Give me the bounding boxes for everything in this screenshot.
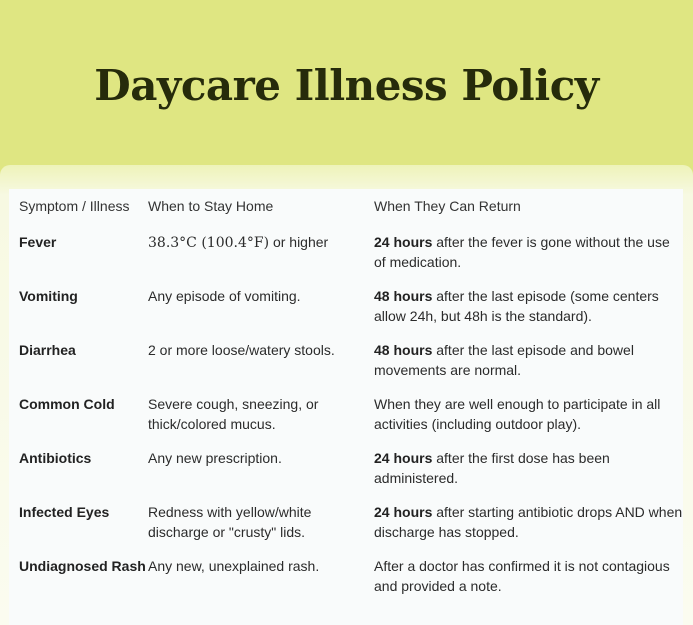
return-cell: 48 hours after the last episode and bowel movements are normal. xyxy=(374,342,634,378)
return-cell: 24 hours after the fever is gone without the use of medication. xyxy=(374,234,670,270)
header-return: When They Can Return xyxy=(374,198,521,214)
table-row xyxy=(9,502,683,556)
header xyxy=(0,0,693,165)
header-stay-home: When to Stay Home xyxy=(148,198,274,214)
stay-home-cell: Any new prescription. xyxy=(148,450,282,466)
policy-table xyxy=(9,189,683,610)
return-cell: 48 hours after the last episode (some centers allow 24h, but 48h is the standard). xyxy=(374,288,659,324)
stay-home-cell: 38.3°C (100.4°F) or higher xyxy=(148,234,329,251)
stay-home-cell: 2 or more loose/watery stools. xyxy=(148,342,335,358)
table-row xyxy=(9,394,683,448)
table-row xyxy=(9,340,683,394)
table-row xyxy=(9,232,683,286)
stay-home-cell: Redness with yellow/white discharge or "crusty" lids. xyxy=(148,504,312,540)
stay-home-cell: Any new, unexplained rash. xyxy=(148,558,320,574)
table-header-row xyxy=(9,189,683,232)
symptom-cell: Antibiotics xyxy=(19,450,92,466)
content-panel xyxy=(0,165,693,625)
table-row xyxy=(9,286,683,340)
header-symptom: Symptom / Illness xyxy=(19,198,130,214)
return-cell: After a doctor has confirmed it is not contagious and provided a note. xyxy=(374,558,670,594)
stay-home-cell: Severe cough, sneezing, or thick/colored mucus. xyxy=(148,396,319,432)
stay-home-cell: Any episode of vomiting. xyxy=(148,288,301,304)
symptom-cell: Undiagnosed Rash xyxy=(19,558,146,574)
return-cell: 24 hours after starting antibiotic drops AND when discharge has stopped. xyxy=(374,504,683,540)
symptom-cell: Common Cold xyxy=(19,396,115,412)
symptom-cell: Fever xyxy=(19,234,57,250)
temperature-value: 38.3°C (100.4°F) xyxy=(148,235,270,251)
symptom-cell: Vomiting xyxy=(19,288,78,304)
symptom-cell: Infected Eyes xyxy=(19,504,110,520)
symptom-cell: Diarrhea xyxy=(19,342,76,358)
table-row xyxy=(9,448,683,502)
policy-table-container xyxy=(9,189,683,625)
return-cell: When they are well enough to participate in all activities (including outdoor play). xyxy=(374,396,661,432)
page-title: Daycare Illness Policy xyxy=(94,61,599,110)
return-cell: 24 hours after the first dose has been administered. xyxy=(374,450,610,486)
table-row xyxy=(9,556,683,610)
